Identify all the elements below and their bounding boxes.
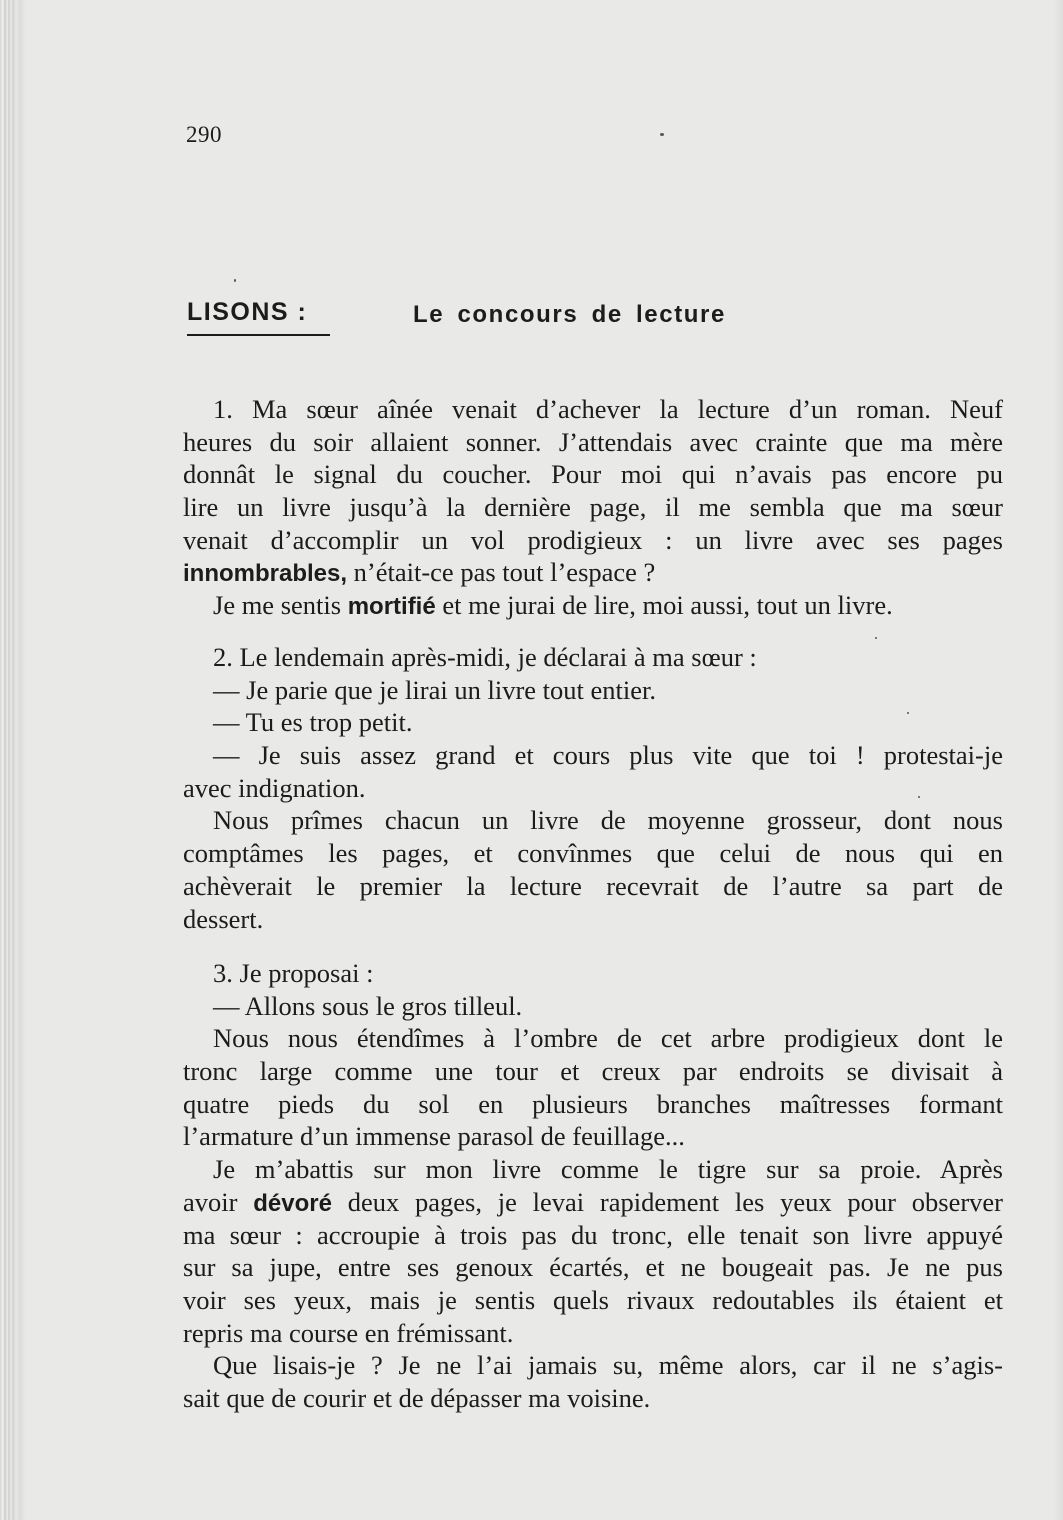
- text-line: Nous nous étendîmes à l’ombre de cet arbre prodigieux dont le: [213, 1023, 1003, 1054]
- text-line: — Je parie que je lirai un livre tout entier.: [213, 674, 656, 705]
- text-line: dessert.: [183, 903, 264, 934]
- text-line: donnât le signal du coucher. Pour moi qui n’avais pas encore pu: [183, 459, 1003, 490]
- heading-label: LISONS :: [187, 298, 308, 326]
- heading-title: Le concours de lecture: [413, 301, 726, 328]
- text-line: 2. Le lendemain après-midi, je déclarai à ma sœur :: [213, 642, 757, 672]
- paper-speck: [907, 712, 909, 714]
- text-line: [183, 556, 1003, 589]
- text-line: heures du soir allaient sonner. J’attendais avec crainte que ma mère: [183, 426, 1003, 457]
- text-line: lire un livre jusqu’à la dernière page, il me sembla que ma sœur: [183, 492, 1003, 523]
- text-line: Je m’abattis sur mon livre comme le tigre sur sa proie. Après: [213, 1154, 1003, 1185]
- paper-speck: [875, 637, 877, 639]
- text-line: ma sœur : accroupie à trois pas du tronc, elle tenait son livre appuyé: [183, 1219, 1003, 1250]
- text-line: l’armature d’un immense parasol de feuillage...: [183, 1121, 685, 1152]
- text-line: repris ma course en frémissant.: [183, 1317, 514, 1348]
- text-fragment: avoir: [183, 1186, 254, 1217]
- bold-term: dévoré: [253, 1189, 332, 1217]
- text-line: [183, 589, 1003, 622]
- text-fragment: et me jurai de lire, moi aussi, tout un livre.: [435, 590, 893, 621]
- text-line: 3. Je proposai :: [213, 958, 374, 988]
- text-line: comptâmes les pages, et convînmes que celui de nous qui en: [183, 838, 1003, 869]
- bold-term: mortifié: [347, 593, 436, 621]
- text-fragment: deux pages, je levai rapidement les yeux pour observer: [331, 1186, 1003, 1217]
- bold-term: innombrables,: [183, 560, 348, 588]
- page-binding-edge: [0, 0, 26, 1520]
- text-line: — Je suis assez grand et cours plus vite que toi ! protestai-je: [213, 740, 1003, 771]
- paper-speck: [660, 133, 664, 136]
- section-heading: [187, 298, 947, 348]
- paragraph-section-2: [183, 641, 1003, 935]
- text-line: tronc large comme une tour et creux par endroits se divisait à: [183, 1056, 1003, 1087]
- text-fragment: n’était-ce pas tout l’espace ?: [347, 557, 656, 588]
- paragraph-section-1: [183, 393, 1003, 622]
- text-line: venait d’accomplir un vol prodigieux : un livre avec ses pages: [183, 524, 1003, 555]
- paper-speck: [918, 796, 920, 798]
- text-line: Nous prîmes chacun un livre de moyenne grosseur, dont nous: [213, 805, 1003, 836]
- heading-underline: [187, 334, 330, 336]
- text-line: Que lisais-je ? Je ne l’ai jamais su, même alors, car il ne s’agis-: [213, 1350, 1003, 1381]
- page-number: 290: [186, 122, 222, 147]
- text-line: sur sa jupe, entre ses genoux écartés, et ne bougeait pas. Je ne pus: [183, 1252, 1003, 1283]
- text-line: achèverait le premier la lecture recevrait de l’autre sa part de: [183, 870, 1003, 901]
- text-line: quatre pieds du sol en plusieurs branches maîtresses formant: [183, 1088, 1003, 1119]
- text-line: voir ses yeux, mais je sentis quels rivaux redoutables ils étaient et: [183, 1284, 1003, 1315]
- text-line: sait que de courir et de dépasser ma voisine.: [183, 1382, 651, 1413]
- text-line: 1. Ma sœur aînée venait d’achever la lecture d’un roman. Neuf: [213, 394, 1003, 424]
- text-line: — Tu es trop petit.: [213, 707, 413, 738]
- text-line: — Allons sous le gros tilleul.: [213, 990, 523, 1021]
- text-fragment: Je me sentis: [213, 590, 348, 621]
- page-right-edge: [1053, 0, 1063, 1520]
- paragraph-section-3: [183, 957, 1003, 1415]
- text-line: [183, 1186, 1003, 1219]
- paper-speck: [234, 279, 236, 282]
- text-line: avec indignation.: [183, 772, 366, 803]
